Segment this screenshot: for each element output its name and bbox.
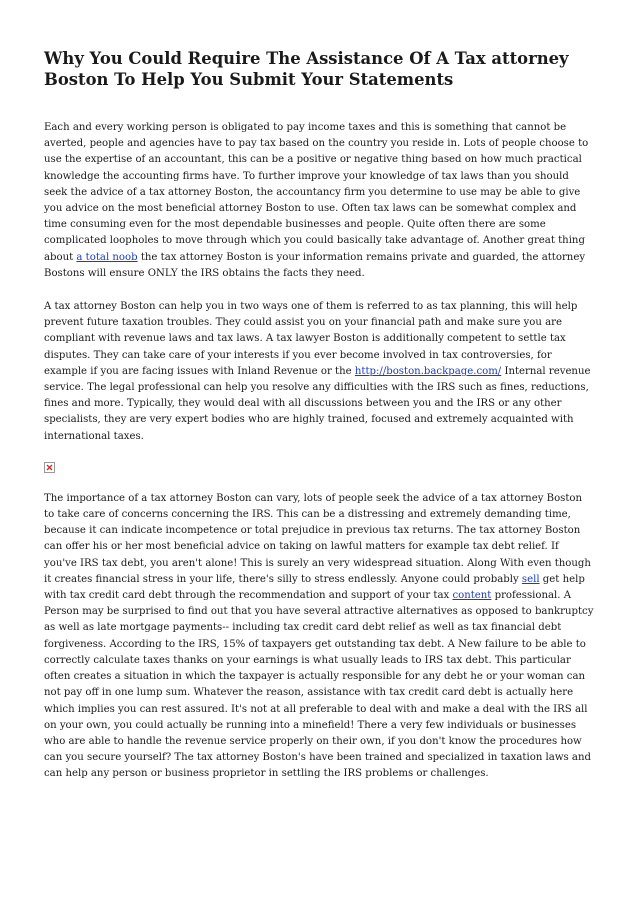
broken-image-icon	[44, 462, 55, 473]
paragraph-2	[44, 299, 594, 445]
link-sell[interactable]: sell	[521, 573, 540, 585]
link-boston-backpage[interactable]: http://boston.backpage.com/	[354, 365, 502, 377]
paragraph-3-text-a: The importance of a tax attorney Boston can vary, lots of people seek the advice of a tax attorney Boston to take care of concerns concerning the IRS. This can be a distressing and extremely demanding time, because it can indicate incompetence or total prejudice in previous tax returns. The tax attorney Boston can offer his or her most beneficial advice on taking on lawful matters for example tax debt relief. If you've IRS tax debt, you aren't alone! This is surely an very widespread situation. Along With even though it creates financial stress in your life, there's silly to stress endlessly. Anyone could probably	[44, 492, 591, 585]
paragraph-3-text-c: professional. A Person may be surprised to find out that you have several attractive alternatives as opposed to bankruptcy as well as late mortgage payments-- including tax credit card debt relief as well as tax financial debt forgiveness. According to the IRS, 15% of taxpayers get outstanding tax debt. A New failure to be able to correctly calculate taxes thanks on your earnings is what usually leads to IRS tax debt. This particular often creates a situation in which the taxpayer is actually responsible for any debt he or your woman can not pay off in one lump sum. Whatever the reason, assistance with tax credit card debt is actually here which implies you can rest assured. It's not at all preferable to deal with and make a deal with the IRS all on your own, you could actually be running into a minefield! There a very few individuals or businesses who are able to handle the revenue service properly on their own, if you don't know the procedures how can you secure yourself? The tax attorney Boston's have been trained and specialized in taxation laws and can help any person or business proprietor in settling the IRS problems or challenges.	[44, 590, 594, 780]
link-a-total-noob[interactable]: a total noob	[76, 251, 138, 263]
document-title: Why You Could Require The Assistance Of A Tax attorney Boston To Help You Submit Your Statements	[44, 49, 569, 89]
paragraph-1-text-a: Each and every working person is obligated to pay income taxes and this is something that cannot be averted, people and agencies have to pay tax based on the country you reside in. Lots of people choose to use the expertise of an accountant, this can be a positive or negative thing based on how much practical knowledge the accounting firms have. To further improve your knowledge of tax laws than you should seek the advice of a tax attorney Boston, the accountancy firm you determine to use may be able to give you advice on the most beneficial attorney Boston to use. Often tax laws can be somewhat complex and time consuming even for the most dependable businesses and people. Quite often there are some complicated loopholes to move through which you could basically take advantage of. Another great thing about	[44, 122, 589, 263]
paragraph-1-text-b: the tax attorney Boston is your information remains private and guarded, the attorney Bostons will ensure ONLY the IRS obtains the facts they need.	[44, 251, 586, 279]
paragraph-1	[44, 120, 594, 282]
paragraph-2-text-b: Internal revenue service. The legal professional can help you resolve any difficulties with the IRS such as fines, reductions, fines and more. Typically, they would deal with all discussions between you and the IRS or any other specialists, they are very expert bodies who are highly trained, focused and extremely acquainted with international taxes.	[44, 365, 591, 442]
broken-image-cross-icon	[46, 464, 53, 471]
paragraph-2-text-a: A tax attorney Boston can help you in two ways one of them is referred to as tax planning, this will help prevent future taxation troubles. They could assist you on your financial path and make sure you are compliant with revenue laws and tax laws. A tax lawyer Boston is additionally competent to settle tax disputes. They can take care of your interests if you ever become involved in tax controversies, for example if you are facing issues with Inland Revenue or the	[44, 301, 578, 377]
link-content[interactable]: content	[452, 590, 492, 602]
paragraph-3-text-b: get help with tax credit card debt through the recommendation and support of your tax	[44, 573, 585, 602]
paragraph-3	[44, 491, 594, 783]
